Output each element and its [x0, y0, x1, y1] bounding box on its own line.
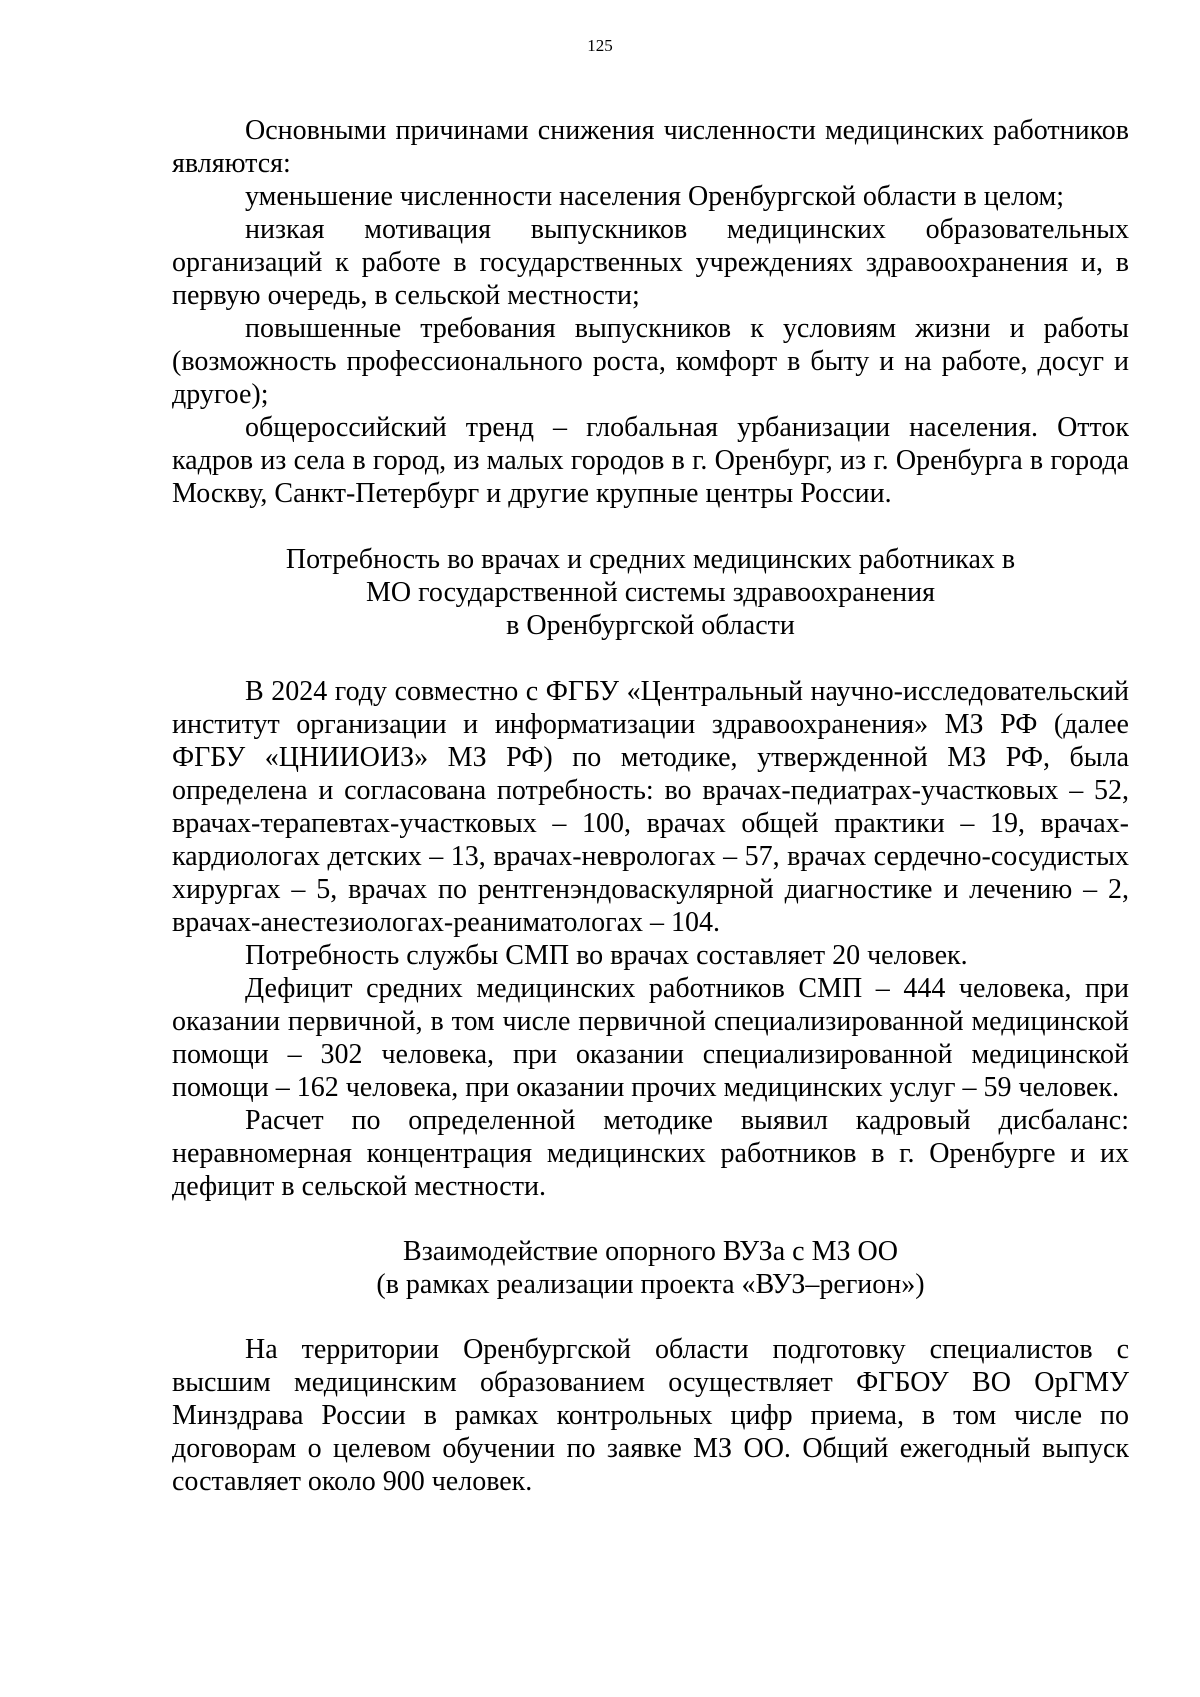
- paragraph-nurse-deficit: Дефицит средних медицинских работников СМП – 444 человека, при оказании первичной, в том числе первичной специализированной медицинской помощи – 302 человека, при оказании специализированной медицинской помощи – 162 человека, при оказании прочих медицинских услуг – 59 человек.: [172, 973, 1129, 1103]
- heading-line: Взаимодействие опорного ВУЗа с МЗ ОО: [403, 1236, 898, 1267]
- reason-item: низкая мотивация выпускников медицинских образовательных организаций к работе в государственных учреждениях здравоохранения и, в первую очередь, в сельской местности;: [172, 214, 1129, 311]
- reason-item: уменьшение численности населения Оренбургской области в целом;: [245, 181, 1065, 212]
- document-body: [172, 114, 1129, 1498]
- paragraph-imbalance: Расчет по определенной методике выявил кадровый дисбаланс: неравномерная концентрация медицинских работников в г. Оренбурге и их дефицит в сельской местности.: [172, 1105, 1129, 1202]
- heading-line: в Оренбургской области: [506, 610, 795, 641]
- reason-item: повышенные требования выпускников к условиям жизни и работы (возможность профессионального роста, комфорт в быту и на работе, досуг и другое);: [172, 313, 1129, 410]
- heading-line: Потребность во врачах и средних медицинских работниках в: [285, 544, 1016, 575]
- paragraph-training: На территории Оренбургской области подготовку специалистов с высшим медицинским образованием осуществляет ФГБОУ ВО ОрГМУ Минздрава России в рамках контрольных цифр приема, в том числе по договорам о целевом обучении по заявке МЗ ОО. Общий ежегодный выпуск составляет около 900 человек.: [172, 1334, 1129, 1497]
- reason-item: общероссийский тренд – глобальная урбанизации населения. Отток кадров из села в город, из малых городов в г. Оренбург, из г. Оренбурга в города Москву, Санкт-Петербург и другие крупные центры России.: [172, 412, 1129, 509]
- heading-line: МО государственной системы здравоохранения: [366, 577, 935, 608]
- page-number: 125: [587, 36, 613, 55]
- intro-lead: Основными причинами снижения численности медицинских работников являются:: [172, 115, 1129, 179]
- section-heading-staff-needs: [172, 543, 1129, 642]
- paragraph-needs: В 2024 году совместно с ФГБУ «Центральный научно-исследовательский институт организации и информатизации здравоохранения» МЗ РФ (далее ФГБУ «ЦНИИОИЗ» МЗ РФ) по методике, утвержденной МЗ РФ, была определена и согласована потребность: во врачах-педиатрах-участковых – 52, врачах-терапевтах-участковых – 100, врачах общей практики – 19, врачах-кардиологах детских – 13, врачах-неврологах – 57, врачах сердечно-сосудистых хирургах – 5, врачах по рентгенэндоваскулярной диагностике и лечению – 2, врачах-анестезиологах-реаниматологах – 104.: [172, 676, 1129, 938]
- section-heading-university: [172, 1235, 1129, 1301]
- paragraph-smp-doctors: Потребность службы СМП во врачах составляет 20 человек.: [245, 940, 968, 971]
- heading-line: (в рамках реализации проекта «ВУЗ–регион»): [376, 1269, 925, 1300]
